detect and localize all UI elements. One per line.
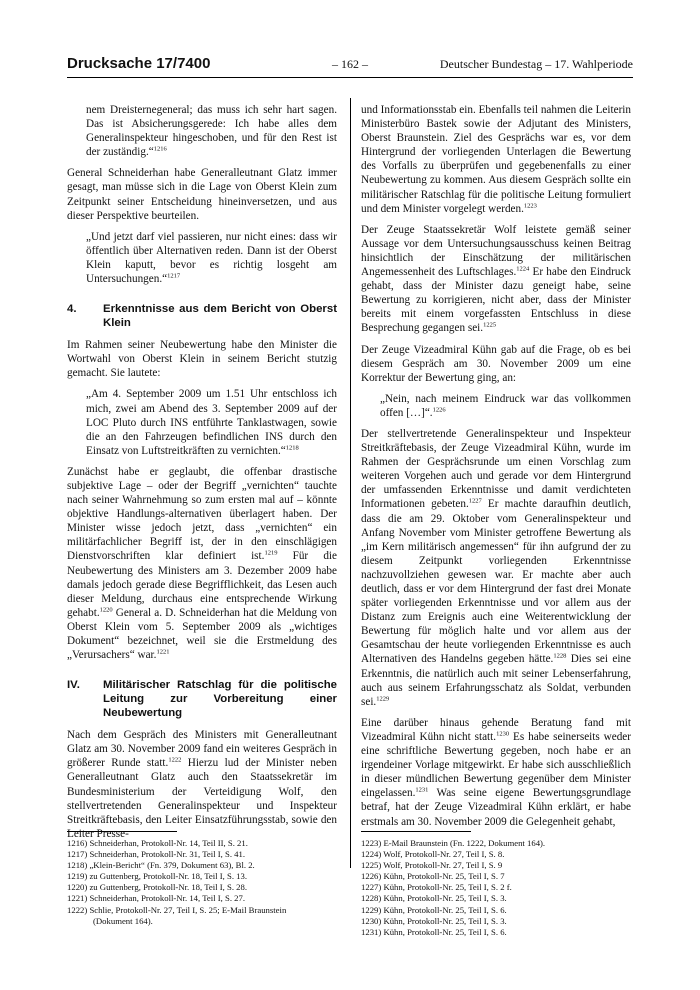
column-divider [350,98,351,868]
footnote-ref[interactable]: 1216 [153,145,167,153]
footnote: 1222) Schlie, Protokoll-Nr. 27, Teil I, S. 25; E-Mail Braunstein [67,904,287,915]
footnote-ref[interactable]: 1231 [415,786,429,794]
footnote-ref[interactable]: 1222 [168,756,182,764]
right-column [361,103,631,836]
footnote: 1225) Wolf, Protokoll-Nr. 27, Teil I, S. 9 [361,860,503,871]
footnote-ref[interactable]: 1219 [264,549,278,557]
body-paragraph: Der stellvertretende Generalinspekteur und Inspekteur Streitkräftebasis, der Zeuge Vizeadmiral Kühn, wurde im Rahmen der Gesprächsrunde um einen Vorschlag zum weiteren Vorgehen auch und gerade vor dem Hintergrund der umfassenden Erkenntnisse und damit verdichteten Informationen gebeten.$^{1227}$ Er machte daraufhin deutlich, dass die am 29. Oktober vom Generalinspekteur und Anfang November vom Minister getroffene Bewertung als „im Kern militärisch angemessen“ für ihn aufgrund der zu diesem Zeitpunkt vorliegenden Erkenntnisse nachzuvollziehen gewesen war. Er machte aber auch deutlich, dass er vor dem Hintergrund der fast drei Monate später vorliegenden Erkenntnisse und vor allem aus der Distanz zum Ereignis auch eine Weiterentwicklung der Bewertung für möglich halte und vor allem aus der Gesamtschau der heute vorliegenden Erkenntnisse es auch Alternativen des Handelns gegeben hätte.$^{1228}$ Dies sei eine Erkenntnis, die natürlich auch mit seiner Lebenserfahrung, auch aus seinem Erfahrungsschatz als Soldat, verbunden sei.$^{1229}$ [361,427,631,708]
section-number: IV. [67,679,80,692]
footnote-ref[interactable]: 1218 [285,444,299,452]
footnote: 1216) Schneiderhan, Protokoll-Nr. 14, Teil II, S. 21. [67,838,248,848]
footnote-ref[interactable]: 1220 [99,606,113,614]
left-column [67,103,337,848]
footnote: 1228) Kühn, Protokoll-Nr. 25, Teil I, S. 3. [361,893,507,904]
footnote-ref[interactable]: 1230 [496,730,510,738]
publisher: Deutscher Bundestag – 17. Wahlperiode [439,57,633,71]
footnote-ref[interactable]: 1224 [516,265,530,273]
page-header [67,55,633,78]
body-paragraph: General Schneiderhan habe Generalleutnant Glatz immer gesagt, man müsse sich in die Lage von Oberst Klein zum Zeitpunkt seiner Entscheidung hineinversetzen, und aus dieser Perspektive beurteilen. [67,167,337,222]
section-heading [67,678,337,720]
footnote: 1217) Schneiderhan, Protokoll-Nr. 31, Teil I, S. 41. [67,849,246,860]
footnote-ref[interactable]: 1225 [483,321,497,329]
footnote-ref[interactable]: 1227 [468,497,482,505]
section-title: Militärischer Ratschlag für die politische Leitung zur Vorbereitung einer Neubewertung [103,679,337,720]
page-number: – 162 – [332,57,368,71]
footnote: 1218) „Klein-Bericht“ (Fn. 379, Dokument 63), Bl. 2. [67,860,255,871]
section-title: Erkenntnisse aus dem Bericht von Oberst Klein [103,303,337,330]
footnote: 1219) zu Guttenberg, Protokoll-Nr. 18, Teil I, S. 13. [67,871,248,882]
footnote: 1221) Schneiderhan, Protokoll-Nr. 14, Teil I, S. 27. [67,893,246,904]
footnote: 1229) Kühn, Protokoll-Nr. 25, Teil I, S. 6. [361,904,507,915]
footnote-ref[interactable]: 1217 [167,272,181,280]
quote-paragraph: „Und jetzt darf viel passieren, nur nicht eines: dass wir öffentlich über Alternativen reden. Dann ist der Oberst Klein kaputt, bevor es richtig losgeht am Untersuchungen.“$^{1217}$ [86,230,337,286]
body-paragraph: Der Zeuge Vizeadmiral Kühn gab auf die Frage, ob es bei diesem Gespräch am 30. November 2009 um eine Korrektur der Bewertung ging, an: [361,343,631,384]
body-paragraph: Der Zeuge Staatssekretär Wolf leistete gemäß seiner Aussage vor dem Untersuchungsausschuss keinen Beitrag hinsichtlich der Einschätzung der militärischen Angemessenheit des Luftschlages.$^{1224}$ Er habe den Eindruck gehabt, dass der Minister dazu geneigt habe, seine Bewertung zu korrigieren, nicht aber, dass der Minister bereits mit einem vorgefassten Entschluss in diese Besprechung gegangen sei.$^{1225}$ [361,223,631,335]
footnote: 1223) E-Mail Braunstein (Fn. 1222, Dokument 164). [361,838,546,848]
footnote-ref[interactable]: 1226 [432,406,446,414]
footnote: 1226) Kühn, Protokoll-Nr. 25, Teil I, S. 7 [361,871,505,882]
section-number: 4. [67,303,77,316]
body-paragraph: Eine darüber hinaus gehende Beratung fand mit Vizeadmiral Kühn nicht statt.$^{1230}$ Es habe seinerseits weder eine schriftliche Bewertung gegeben, noch habe er an irgendeiner Vorlage mitgewirkt. Er habe sich ausschließlich in dieser mündlichen Bewertung gegenüber dem Minister eingelassen.$^{1231}$ Was seine eigene Bewertungsgrundlage betraf, hat der Zeuge Vizeadmiral Kühn erklärt, er habe erstmals am 30. November 2009 die Gelegenheit gehabt, [361,716,631,828]
body-paragraph: Im Rahmen seiner Neubewertung habe den Minister die Wortwahl von Oberst Klein in seinem Bericht stutzig gemacht. Sie lautete: [67,339,337,380]
footnote: 1231) Kühn, Protokoll-Nr. 25, Teil I, S. 6. [361,926,507,937]
body-paragraph: Nach dem Gespräch des Ministers mit Generalleutnant Glatz am 30. November 2009 fand ein weiteres Gespräch in größerer Runde statt.$^{1222}$ Hierzu lud der Minister neben Generalleutnant Glatz auch den Staatssekretär im Bundesministerium der Verteidigung Wolf, den stellvertretenden Generalinspekteur und Inspekteur Streitkräftebasis, den Leiter Einsatzführungsstab, sowie den Leiter Presse- [67,729,337,840]
footnote-ref[interactable]: 1228 [553,652,567,660]
footnote: (Dokument 164). [93,915,153,926]
footnote-ref[interactable]: 1221 [156,648,170,656]
footnote-ref[interactable]: 1229 [376,695,390,703]
body-paragraph: und Informationsstab ein. Ebenfalls teil nahmen die Leiterin Ministerbüro Bastek sowie der Adjutant des Ministers, Oberst Braunstein. Ziel des Gesprächs war es, vor dem Hintergrund der vorliegenden Unterlagen die Bewertung des Vorfalls zu überprüfen und gegebenenfalls zu einer Neubewertung zu kommen. Aus diesem Gespräch sollte ein militärischer Ratschlag für die politische Leitung formuliert und dem Minister vorgelegt werden.$^{1223}$ [361,104,631,215]
body-paragraph: Zunächst habe er geglaubt, die offenbar drastische subjektive Lage – oder der Begriff „vernichten“ tauchte nach seiner Wahrnehmung so zum ersten mal auf – könnte objektive Handlungs-alternativen überlagert haben. Der Minister wisse jedoch jetzt, dass „vernichten“ ein militärfachlicher Begriff ist, der in den einschlägigen Dienstvorschriften klar definiert ist.$^{1219}$ Für die Neubewertung des Ministers am 3. Dezember 2009 habe damals jedoch gerade diese Begrifflichkeit, das Lesen auch dieser Meldung, durchaus eine entsprechende Wirkung gehabt.$^{1220}$ General a. D. Schneiderhan hat die Meldung von Oberst Klein vom 5. September 2009 als „wichtiges Dokument“ bezeichnet, weil sie die Erstmeldung des „Verursachers“ war.$^{1221}$ [67,465,337,662]
footnote: 1224) Wolf, Protokoll-Nr. 27, Teil I, S. 8. [361,849,505,860]
footnote-ref[interactable]: 1223 [523,201,537,209]
footnote: 1220) zu Guttenberg, Protokoll-Nr. 18, Teil I, S. 28. [67,882,248,893]
section-heading [67,302,337,330]
footnote: 1227) Kühn, Protokoll-Nr. 25, Teil I, S. 2 f. [361,882,512,893]
quote-paragraph: „Nein, nach meinem Eindruck war das vollkommen offen […]“.$^{1226}$ [380,392,631,419]
footnotes-right [361,838,631,938]
footnotes-left [67,838,337,927]
quote-paragraph: nem Dreisternegeneral; das muss ich sehr hart sagen. Das ist Absicherungsgerede: Ich habe alles dem Generalinspekteur hingeschoben, und für den Rest ist der zuständig.“$^{1216}$ [86,104,337,159]
document-number: Drucksache 17/7400 [67,55,211,72]
footnote-separator [67,831,177,832]
footnote-separator [361,831,471,832]
quote-paragraph: „Am 4. September 2009 um 1.51 Uhr entschloss ich mich, zwei am Abend des 3. September 2009 auf der LOC Pluto durch INS entführte Tanklastwagen, sowie die an den Fahrzeugen befindlichen INS durch den Einsatz von Luftstreitkräften zu vernichten.“$^{1218}$ [86,388,337,457]
footnote: 1230) Kühn, Protokoll-Nr. 25, Teil I, S. 3. [361,915,507,926]
